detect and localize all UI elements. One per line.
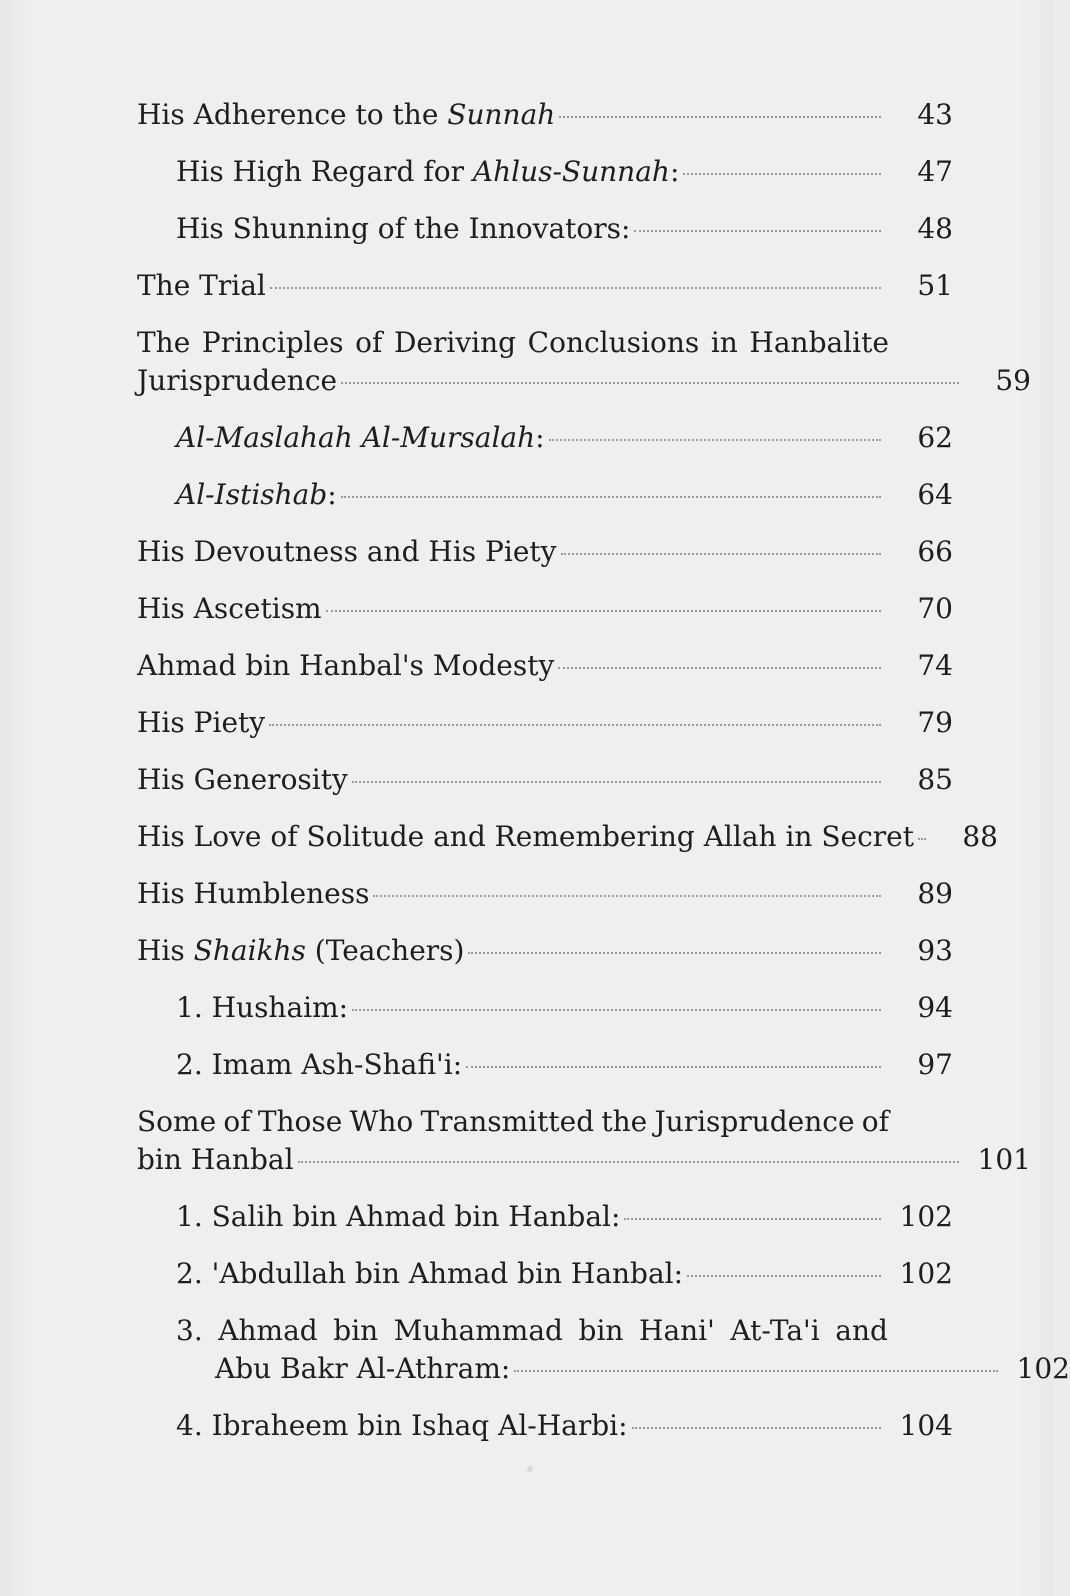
dot-leader — [634, 230, 881, 232]
page-number: 89 — [917, 877, 953, 910]
toc-title-word: the — [601, 1105, 648, 1138]
dot-leader — [269, 724, 881, 726]
page-number: 79 — [917, 706, 953, 739]
dot-leader — [632, 1427, 881, 1429]
toc-title-text: His High Regard for — [176, 155, 473, 188]
dot-leader — [352, 781, 881, 783]
toc-title-word: Principles — [201, 326, 344, 359]
dot-leader — [514, 1370, 998, 1372]
dot-leader — [683, 173, 881, 175]
toc-title-italic: Shaikhs — [193, 934, 306, 967]
dot-leader — [270, 287, 881, 289]
toc-title-word: At-Ta'i — [730, 1314, 820, 1347]
toc-title-word: in — [710, 326, 738, 359]
page-number: 48 — [917, 212, 953, 245]
toc-title-word: and — [835, 1314, 888, 1347]
toc-entry-title — [137, 590, 322, 628]
toc-entry-title-continued: Jurisprudence — [137, 364, 338, 397]
toc-entry-title — [137, 932, 464, 970]
toc-title-text: His Ascetism — [137, 592, 322, 625]
toc-title-text: The Trial — [137, 269, 266, 302]
toc-entry[interactable] — [137, 1407, 967, 1445]
toc-title-word: Jurisprudence — [654, 1105, 855, 1138]
toc-title-word: bin — [333, 1314, 379, 1347]
toc-entry-title-line — [176, 1312, 888, 1350]
dot-leader — [466, 1066, 881, 1068]
page-number: 51 — [917, 269, 953, 302]
toc-entry[interactable] — [137, 419, 967, 457]
dot-leader — [561, 553, 882, 555]
page-number: 102 — [899, 1200, 953, 1233]
toc-title-word: Transmitted — [420, 1105, 595, 1138]
toc-title-italic: Al-Istishab — [176, 478, 328, 511]
toc-title-text: 1. Salih bin Ahmad bin Hanbal: — [176, 1200, 621, 1233]
toc-entry[interactable] — [137, 1198, 967, 1236]
toc-title-word: bin — [578, 1314, 624, 1347]
toc-entry[interactable] — [137, 932, 967, 970]
toc-entry[interactable] — [137, 153, 967, 191]
toc-title-word: Ahmad — [218, 1314, 318, 1347]
toc-entry-title — [176, 1407, 628, 1445]
dot-leader — [624, 1218, 881, 1220]
page-smudge — [527, 1466, 533, 1472]
toc-entry[interactable] — [137, 1255, 967, 1293]
toc-entry-title — [176, 153, 679, 191]
toc-entry-title — [176, 1255, 683, 1293]
page-number: 47 — [917, 155, 953, 188]
toc-title-word: of — [223, 1105, 251, 1138]
toc-title-word: Hani' — [639, 1314, 715, 1347]
toc-entry-title-line — [137, 324, 889, 362]
toc-title-word: The — [137, 326, 191, 359]
toc-entry-title-line — [137, 1103, 889, 1141]
toc-title-word: Who — [349, 1105, 414, 1138]
toc-title-text: 1. Hushaim: — [176, 991, 349, 1024]
page-number: 74 — [917, 649, 953, 682]
page-number: 94 — [917, 991, 953, 1024]
page-number: 66 — [917, 535, 953, 568]
toc-entry-title — [176, 989, 348, 1027]
toc-entry[interactable] — [137, 875, 967, 913]
toc-title-word: of — [861, 1105, 889, 1138]
page-number: 102 — [1016, 1352, 1070, 1385]
toc-entry-title — [176, 1198, 620, 1236]
toc-title-text: 2. Imam Ash-Shafi'i: — [176, 1048, 463, 1081]
toc-entry-title — [176, 210, 630, 248]
toc-title-word: Muhammad — [393, 1314, 563, 1347]
toc-entry-title — [176, 1046, 462, 1084]
page-number: 64 — [917, 478, 953, 511]
toc-entry[interactable] — [137, 324, 1031, 400]
toc-title-text: : — [327, 478, 337, 511]
page-number: 62 — [917, 421, 953, 454]
page-number: 101 — [977, 1143, 1031, 1176]
toc-title-italic: Sunnah — [447, 98, 556, 131]
toc-title-text: His Piety — [137, 706, 266, 739]
toc-entry[interactable] — [137, 590, 967, 628]
toc-entry[interactable] — [137, 96, 967, 134]
dot-leader — [468, 952, 881, 954]
toc-title-text: Ahmad bin Hanbal's Modesty — [137, 649, 555, 682]
page-number: 104 — [899, 1409, 953, 1442]
toc-title-text: His Humbleness — [137, 877, 370, 910]
dot-leader — [298, 1161, 959, 1163]
toc-entry[interactable] — [137, 761, 967, 799]
toc-entry-title — [137, 533, 557, 571]
toc-entry-title — [176, 476, 337, 514]
toc-entry[interactable] — [137, 647, 967, 685]
toc-entry[interactable] — [137, 533, 967, 571]
toc-title-text: His Adherence to the — [137, 98, 448, 131]
dot-leader — [687, 1275, 881, 1277]
toc-entry[interactable] — [137, 476, 967, 514]
toc-title-text: : — [535, 421, 545, 454]
toc-entry[interactable] — [137, 1312, 1070, 1388]
toc-title-italic: Al-Maslahah Al-Mursalah — [176, 421, 536, 454]
toc-entry-title — [137, 647, 554, 685]
toc-entry[interactable] — [137, 267, 967, 305]
dot-leader — [373, 895, 881, 897]
dot-leader — [558, 667, 881, 669]
toc-entry-title — [137, 704, 265, 742]
toc-entry[interactable] — [137, 210, 967, 248]
toc-title-word: Conclusions — [527, 326, 700, 359]
toc-entry[interactable] — [137, 1046, 967, 1084]
toc-entry-title — [137, 875, 369, 913]
toc-title-text: His Shunning of the Innovators: — [176, 212, 631, 245]
toc-title-word: Deriving — [393, 326, 517, 359]
toc-title-text: 4. Ibraheem bin Ishaq Al-Harbi: — [176, 1409, 628, 1442]
toc-title-italic: Ahlus-Sunnah — [472, 155, 670, 188]
toc-title-word: 3. — [176, 1314, 203, 1347]
dot-leader — [918, 838, 926, 840]
toc-entry-title-continued: Abu Bakr Al-Athram: — [215, 1352, 511, 1385]
page-number: 59 — [995, 364, 1031, 397]
page-number: 70 — [917, 592, 953, 625]
toc-title-text: His Love of Solitude and Remembering Allah in Secret — [137, 820, 914, 853]
toc-entry-title — [176, 419, 545, 457]
page-number: 102 — [899, 1257, 953, 1290]
page-number: 88 — [962, 820, 998, 853]
toc-entry-title-continued: bin Hanbal — [137, 1143, 294, 1176]
toc-entry-title — [137, 267, 266, 305]
toc-title-text: His Devoutness and His Piety — [137, 535, 557, 568]
dot-leader — [352, 1009, 881, 1011]
toc-entry[interactable] — [137, 818, 998, 856]
page-number: 85 — [917, 763, 953, 796]
dot-leader — [549, 439, 881, 441]
page-number: 97 — [917, 1048, 953, 1081]
toc-entry-title — [137, 96, 555, 134]
toc-title-text: His — [137, 934, 194, 967]
toc-entry[interactable] — [137, 704, 967, 742]
toc-entry-title — [137, 818, 914, 856]
toc-title-text: His Generosity — [137, 763, 348, 796]
table-of-contents — [137, 96, 1070, 1464]
toc-title-word: of — [355, 326, 383, 359]
dot-leader — [341, 382, 959, 384]
page-number: 43 — [917, 98, 953, 131]
toc-entry-title — [137, 761, 348, 799]
toc-entry[interactable] — [137, 1103, 1031, 1179]
toc-title-text: (Teachers) — [305, 934, 465, 967]
toc-title-word: Some — [137, 1105, 217, 1138]
toc-title-word: Hanbalite — [749, 326, 889, 359]
toc-title-text: 2. 'Abdullah bin Ahmad bin Hanbal: — [176, 1257, 684, 1290]
toc-entry[interactable] — [137, 989, 967, 1027]
dot-leader — [559, 116, 881, 118]
toc-title-word: Those — [257, 1105, 343, 1138]
dot-leader — [341, 496, 881, 498]
dot-leader — [326, 610, 881, 612]
toc-title-text: : — [669, 155, 680, 188]
page-number: 93 — [917, 934, 953, 967]
